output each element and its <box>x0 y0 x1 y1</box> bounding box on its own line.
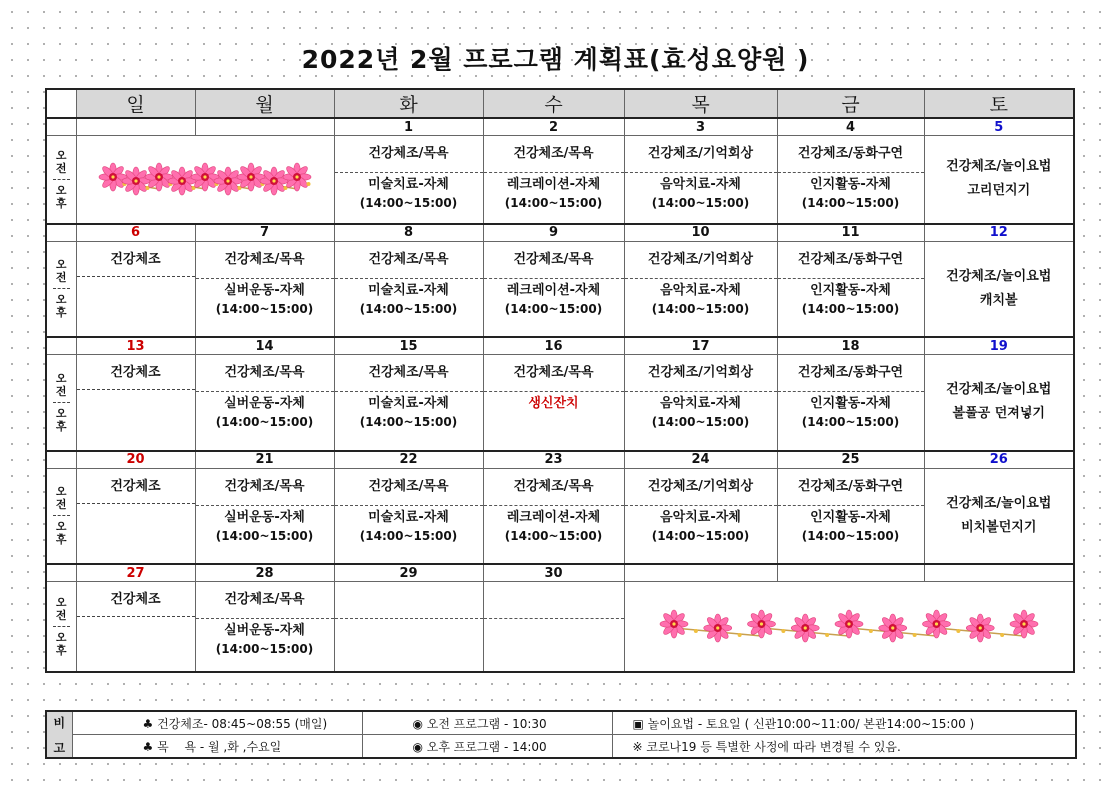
date-number: 2 <box>483 118 624 136</box>
am-program: 건강체조/기억회상 <box>647 146 754 161</box>
program-cell <box>76 355 195 451</box>
time-range: (14:00~15:00) <box>504 528 603 543</box>
weekday-header-row <box>46 89 1074 118</box>
time-range: (14:00~15:00) <box>801 528 900 543</box>
time-range: (14:00~15:00) <box>359 528 458 543</box>
note-covid-notice: ※ 코로나19 등 특별한 사정에 따라 변경될 수 있음. <box>612 735 1076 759</box>
am-program: 건강체조/목욕 <box>224 365 305 380</box>
note-am-time: ◉ 오전 프로그램 - 10:30 <box>362 711 612 735</box>
pm-program: 미술치료-자체 <box>335 391 483 412</box>
pm-program: 음악치료-자체 <box>625 391 777 412</box>
program-cell <box>777 468 924 564</box>
date-row <box>46 451 1074 469</box>
time-range: (14:00~15:00) <box>504 196 603 210</box>
program-cell <box>334 355 483 451</box>
date-number: 7 <box>195 224 334 242</box>
date-row <box>46 118 1074 136</box>
cosmos-flower-icon <box>659 604 1039 648</box>
pm-program: 비치볼던지기 <box>961 519 1037 535</box>
saturday-program-cell <box>924 241 1074 337</box>
am-program: 건강체조 <box>110 365 161 380</box>
date-row <box>46 337 1074 355</box>
pm-program: 미술치료-자체 <box>335 172 483 193</box>
week-row <box>46 582 1074 672</box>
pm-program: 음악치료-자체 <box>625 505 777 526</box>
time-range: (14:00~15:00) <box>504 301 603 316</box>
am-program: 건강체조 <box>110 478 161 494</box>
pm-program: 실버운동-자체 <box>196 505 334 526</box>
weekday-header: 금 <box>777 89 924 118</box>
note-exercise-time: ♣ 건강체조- 08:45~08:55 (매일) <box>72 711 362 735</box>
program-cell <box>777 136 924 224</box>
am-program: 건강체조/놀이요법 <box>946 495 1052 511</box>
time-range: (14:00~15:00) <box>215 642 314 656</box>
date-side-cell <box>46 451 76 469</box>
time-range: (14:00~15:00) <box>215 415 314 429</box>
date-row <box>46 564 1074 582</box>
weekday-header: 화 <box>334 89 483 118</box>
am-label: 오 전 <box>55 595 67 622</box>
date-number: 18 <box>777 337 924 355</box>
date-number: 14 <box>195 337 334 355</box>
saturday-program-cell <box>924 355 1074 451</box>
am-program: 건강체조/목욕 <box>224 592 305 607</box>
date-number: 4 <box>777 118 924 136</box>
pm-program: 인지활동-자체 <box>778 505 924 526</box>
date-number: 30 <box>483 564 624 582</box>
program-cell <box>624 355 777 451</box>
date-number <box>777 564 924 582</box>
notes-row <box>46 735 1076 759</box>
program-cell <box>483 355 624 451</box>
pm-program: 고리던지기 <box>967 183 1031 199</box>
time-range: (14:00~15:00) <box>359 301 458 316</box>
date-number: 8 <box>334 224 483 242</box>
am-program <box>335 582 483 608</box>
weekday-header: 토 <box>924 89 1074 118</box>
pm-label: 오 후 <box>55 406 67 433</box>
pm-program: 미술치료-자체 <box>335 505 483 526</box>
pm-label: 오 후 <box>55 183 67 210</box>
date-side-cell <box>46 224 76 242</box>
date-number: 17 <box>624 337 777 355</box>
pm-divider <box>77 276 195 317</box>
am-label: 오 전 <box>55 485 67 512</box>
pm-program: 레크레이션-자체 <box>484 278 624 299</box>
program-cell <box>483 582 624 672</box>
program-cell <box>624 468 777 564</box>
time-range: (14:00~15:00) <box>801 196 900 210</box>
pm-label: 오 후 <box>55 630 67 657</box>
note-bath-days: ♣ 목 욕 - 월 ,화 ,수요일 <box>72 735 362 759</box>
am-program: 건강체조/동화구연 <box>797 365 904 380</box>
am-program: 건강체조/목욕 <box>513 478 594 494</box>
date-number: 22 <box>334 451 483 469</box>
pm-program: 미술치료-자체 <box>335 278 483 299</box>
time-range: (14:00~15:00) <box>359 196 458 210</box>
am-pm-label <box>46 468 76 564</box>
time-range: (14:00~15:00) <box>651 196 750 210</box>
pm-program: 인지활동-자체 <box>778 278 924 299</box>
date-number: 29 <box>334 564 483 582</box>
am-pm-label <box>46 136 76 224</box>
flower-decoration <box>624 582 1074 672</box>
date-number: 25 <box>777 451 924 469</box>
am-program: 건강체조/동화구연 <box>797 251 904 267</box>
date-number: 28 <box>195 564 334 582</box>
am-program: 건강체조/기억회상 <box>647 365 754 380</box>
am-program: 건강체조/놀이요법 <box>946 382 1052 398</box>
am-program: 건강체조/목욕 <box>368 251 449 267</box>
time-range: (14:00~15:00) <box>651 301 750 316</box>
time-range: (14:00~15:00) <box>651 528 750 543</box>
pm-program <box>484 618 624 623</box>
pm-program: 생신잔치 <box>484 391 624 412</box>
date-row <box>46 224 1074 242</box>
pm-label: 오 후 <box>55 520 67 547</box>
am-program: 건강체조/목욕 <box>368 478 449 494</box>
program-cell <box>195 468 334 564</box>
date-number: 11 <box>777 224 924 242</box>
am-program: 건강체조/기억회상 <box>647 251 754 267</box>
pm-program: 실버운동-자체 <box>196 618 334 639</box>
calendar-table <box>45 88 1075 673</box>
week-row <box>46 355 1074 451</box>
date-number: 10 <box>624 224 777 242</box>
notes-table <box>45 710 1077 759</box>
am-label: 오 전 <box>55 371 67 398</box>
am-program: 건강체조/목욕 <box>513 365 594 380</box>
date-number: 21 <box>195 451 334 469</box>
pm-program: 음악치료-자체 <box>625 278 777 299</box>
program-cell <box>483 136 624 224</box>
date-number: 23 <box>483 451 624 469</box>
program-cell <box>334 468 483 564</box>
am-program: 건강체조/목욕 <box>368 146 449 161</box>
pm-label: 오 후 <box>55 293 67 320</box>
pm-divider <box>77 616 195 657</box>
am-program: 건강체조/목욕 <box>513 146 594 161</box>
program-cell <box>334 241 483 337</box>
time-range: (14:00~15:00) <box>359 415 458 429</box>
date-number <box>924 564 1074 582</box>
notes-label-char: 고 <box>53 740 66 755</box>
corner-cell <box>46 89 76 118</box>
pm-program: 인지활동-자체 <box>778 172 924 193</box>
date-number <box>624 564 777 582</box>
am-program: 건강체조/기억회상 <box>647 478 754 494</box>
weekday-header: 일 <box>76 89 195 118</box>
flower-decoration <box>76 136 334 224</box>
am-program: 건강체조 <box>110 251 161 267</box>
date-number: 16 <box>483 337 624 355</box>
pm-program: 레크레이션-자체 <box>484 505 624 526</box>
program-cell <box>624 136 777 224</box>
date-number: 24 <box>624 451 777 469</box>
date-number <box>76 118 195 136</box>
week-row <box>46 241 1074 337</box>
week-row <box>46 468 1074 564</box>
program-cell <box>624 241 777 337</box>
date-number: 26 <box>924 451 1074 469</box>
pm-program: 인지활동-자체 <box>778 391 924 412</box>
pm-program: 실버운동-자체 <box>196 278 334 299</box>
time-range: (14:00~15:00) <box>651 415 750 429</box>
pm-program: 레크레이션-자체 <box>484 172 624 193</box>
date-side-cell <box>46 118 76 136</box>
saturday-program-cell <box>924 468 1074 564</box>
date-number: 9 <box>483 224 624 242</box>
notes-label <box>46 711 72 758</box>
time-range: (14:00~15:00) <box>801 301 900 316</box>
date-number <box>195 118 334 136</box>
pm-program: 실버운동-자체 <box>196 391 334 412</box>
date-side-cell <box>46 337 76 355</box>
program-cell <box>777 355 924 451</box>
am-program: 건강체조/목욕 <box>368 365 449 380</box>
week-row <box>46 136 1074 224</box>
date-number: 15 <box>334 337 483 355</box>
am-label: 오 전 <box>55 148 67 175</box>
am-program: 건강체조/동화구연 <box>797 478 904 494</box>
am-program: 건강체조/목욕 <box>513 251 594 267</box>
program-cell <box>777 241 924 337</box>
program-cell <box>483 468 624 564</box>
notes-row <box>46 711 1076 735</box>
date-number: 12 <box>924 224 1074 242</box>
am-pm-label <box>46 241 76 337</box>
program-cell <box>76 468 195 564</box>
program-cell <box>195 355 334 451</box>
program-cell <box>334 136 483 224</box>
am-program: 건강체조/놀이요법 <box>946 159 1052 175</box>
am-program: 건강체조/목욕 <box>224 478 305 494</box>
date-number: 1 <box>334 118 483 136</box>
date-number: 6 <box>76 224 195 242</box>
date-number: 13 <box>76 337 195 355</box>
program-cell <box>334 582 483 672</box>
date-number: 19 <box>924 337 1074 355</box>
pm-divider <box>77 389 195 430</box>
program-cell <box>76 582 195 672</box>
pm-divider <box>77 503 195 544</box>
time-range: (14:00~15:00) <box>215 301 314 316</box>
pm-program <box>335 618 483 623</box>
date-number: 27 <box>76 564 195 582</box>
time-range: (14:00~15:00) <box>801 415 900 429</box>
am-program <box>484 582 624 608</box>
am-pm-label <box>46 582 76 672</box>
program-cell <box>483 241 624 337</box>
page-title: 2022년 2월 프로그램 계획표(효성요양원 ) <box>301 45 810 74</box>
notes-label-char: 비 <box>53 715 66 730</box>
cosmos-flower-icon <box>98 157 312 201</box>
note-play-therapy: ▣ 놀이요법 - 토요일 ( 신관10:00~11:00/ 본관14:00~15:00 ) <box>612 711 1076 735</box>
date-side-cell <box>46 564 76 582</box>
am-program: 건강체조/목욕 <box>224 251 305 267</box>
am-label: 오 전 <box>55 258 67 285</box>
note-pm-time: ◉ 오후 프로그램 - 14:00 <box>362 735 612 759</box>
date-number: 3 <box>624 118 777 136</box>
pm-program: 볼풀공 던져넣기 <box>952 406 1045 422</box>
program-cell <box>195 241 334 337</box>
date-number: 5 <box>924 118 1074 136</box>
am-program: 건강체조/동화구연 <box>797 146 904 161</box>
weekday-header: 목 <box>624 89 777 118</box>
weekday-header: 수 <box>483 89 624 118</box>
am-pm-label <box>46 355 76 451</box>
weekday-header: 월 <box>195 89 334 118</box>
pm-program: 캐치볼 <box>979 292 1018 308</box>
saturday-program-cell <box>924 136 1074 224</box>
date-number: 20 <box>76 451 195 469</box>
program-cell <box>76 241 195 337</box>
pm-program: 음악치료-자체 <box>625 172 777 193</box>
program-cell <box>195 582 334 672</box>
am-program: 건강체조 <box>110 592 161 607</box>
am-program: 건강체조/놀이요법 <box>946 268 1052 284</box>
time-range: (14:00~15:00) <box>215 528 314 543</box>
